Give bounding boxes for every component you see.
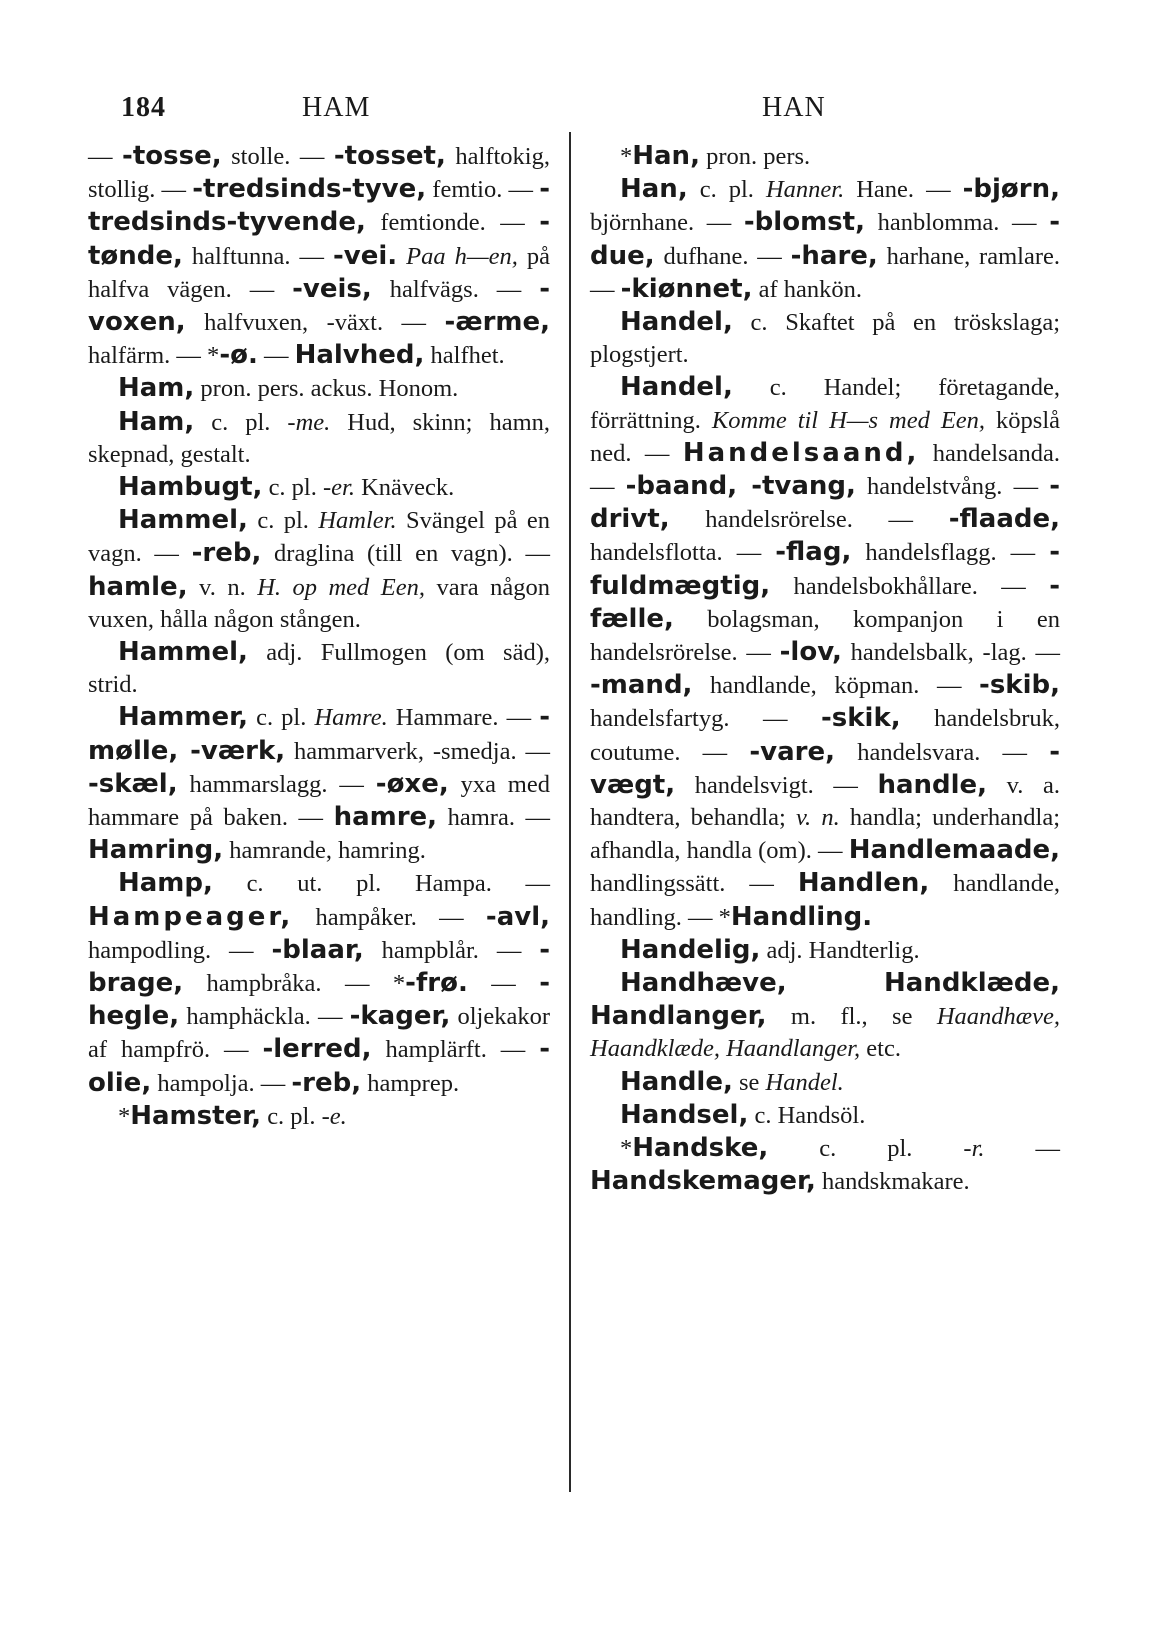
italic-text: -r. <box>963 1135 985 1163</box>
italic-text: Komme til H—s med Een, <box>711 406 986 434</box>
definition-text: v. a. handtera, behandla; <box>590 771 1060 832</box>
headword: -øxe, <box>375 768 449 799</box>
definition-text: handlingssätt. — <box>590 870 798 898</box>
definition-text: hammarslagg. — <box>177 770 376 798</box>
definition-text: c. pl. <box>194 408 288 436</box>
headword: -blaar, <box>271 934 364 965</box>
headword: -fælle, <box>590 570 1060 634</box>
headword: -bjørn, <box>962 174 1060 205</box>
definition-text: — <box>984 1135 1060 1163</box>
definition-text: handelsbokhållare. — <box>770 572 1050 600</box>
headword: -brage, <box>88 934 551 999</box>
right-guide-word: HAN <box>762 92 826 123</box>
definition-text: vara någon vuxen, hålla någon stången. <box>88 573 550 633</box>
definition-text: — <box>88 143 123 170</box>
headword: -flaade, <box>948 504 1060 535</box>
definition-text: adj. Handterlig. <box>760 936 920 964</box>
definition-text: halfärm. — * <box>88 342 220 370</box>
definition-text: c. pl. <box>687 176 766 204</box>
dictionary-entry <box>88 140 550 372</box>
headword: Han, <box>632 141 700 171</box>
dictionary-entry <box>590 934 1060 967</box>
definition-text: handelstvång. — <box>855 473 1050 501</box>
left-guide-word: HAM <box>302 92 371 123</box>
definition-text: pron. pers. ackus. Honom. <box>194 375 459 403</box>
headword: Handle, <box>620 1066 733 1097</box>
headword: -kager, <box>349 1001 451 1032</box>
left-column <box>88 140 550 1133</box>
dictionary-entry <box>590 1066 1060 1099</box>
definition-text: v. n. <box>187 573 258 601</box>
definition-text: m. fl., se <box>766 1003 937 1031</box>
definition-text: Svängel på en vagn. — <box>88 507 550 568</box>
definition-text: handelsvara. — <box>835 738 1050 766</box>
headword: -skæl, <box>88 768 178 799</box>
definition-text: pron. pers. <box>699 143 811 170</box>
definition-text: halfvuxen, -växt. — <box>185 309 445 337</box>
headword: Handskemager, <box>590 1166 816 1197</box>
headword: -olie, <box>88 1034 550 1098</box>
headword: -tosse, <box>122 141 222 171</box>
dictionary-entry <box>590 1132 1060 1198</box>
headword: -lov, <box>779 637 842 668</box>
definition-text: handlande, köpman. — <box>692 672 980 700</box>
italic-text: Haandhæve, Haandklæde, Haandlanger, <box>590 1003 1060 1063</box>
definition-text: * <box>118 1102 131 1130</box>
definition-text: af hankön. <box>752 275 862 303</box>
definition-text: handelsbalk, -lag. — <box>841 639 1060 667</box>
definition-text: handla; underhandla; afhandla, handla (om). — <box>590 804 1060 865</box>
headword: Handlemaade, <box>848 835 1060 866</box>
definition-text: femtionde. — <box>365 209 540 237</box>
headword: Hambugt, <box>118 472 263 503</box>
italic-text: Paa h—en, <box>406 242 518 270</box>
headword: -flag, <box>775 537 852 568</box>
definition-text: c. pl. <box>247 507 319 535</box>
definition-text: handelsflagg. — <box>851 539 1050 567</box>
dictionary-entry <box>590 306 1060 371</box>
definition-text: köpslå ned. — <box>590 406 1060 467</box>
definition-text: hamprep. <box>361 1069 460 1097</box>
dictionary-entry <box>88 406 550 471</box>
headword: -reb, <box>291 1067 362 1098</box>
definition-text: — <box>467 970 540 998</box>
definition-text: handelsanda. — <box>590 439 1060 501</box>
dictionary-entry <box>88 636 550 701</box>
definition-text: handelsrörelse. — <box>669 506 949 534</box>
definition-text: hamphäckla. — <box>179 1003 350 1031</box>
headword: -ærme, <box>444 307 550 338</box>
headword: -skib, <box>979 670 1060 701</box>
definition-text: c. pl. <box>768 1135 964 1163</box>
headword: Hampeager, <box>88 901 294 932</box>
definition-text: adj. Fullmogen (om säd), strid. <box>88 639 550 699</box>
dictionary-entry <box>88 471 550 504</box>
italic-text: Hanner. <box>765 176 845 204</box>
definition-text: — <box>257 342 295 370</box>
headword: Han, <box>620 174 688 205</box>
headword: -baand, -tvang, <box>625 471 856 502</box>
headword: -mand, <box>590 670 693 701</box>
italic-text: Handel. <box>765 1068 844 1096</box>
definition-text: hamrande, hamring. <box>223 837 426 865</box>
definition-text: handelsfartyg. — <box>590 705 821 733</box>
headword: Hammel, <box>118 505 248 536</box>
headword: -mølle, -værk, <box>88 702 550 766</box>
dictionary-entry <box>590 173 1060 306</box>
headword: Handske, <box>632 1133 769 1164</box>
headword: -skik, <box>820 703 901 734</box>
italic-text: Hamre. <box>314 704 388 732</box>
definition-text: hampolja. — <box>151 1069 292 1097</box>
italic-text: -e. <box>321 1102 347 1130</box>
headword: hamre, <box>333 802 438 833</box>
headword: Handelsaand, <box>682 437 920 468</box>
headword: -due, <box>590 207 1060 271</box>
dictionary-entry <box>88 1100 550 1133</box>
italic-text: Hamler. <box>318 507 397 535</box>
headword: -tredsinds-tyve, <box>192 174 427 205</box>
dictionary-entry <box>88 701 550 867</box>
headword: -lerred, <box>262 1034 372 1065</box>
headword: -vei. <box>333 240 398 271</box>
headword: -voxen, <box>88 273 550 338</box>
dictionary-entry <box>88 372 550 405</box>
headword: Handelig, <box>620 934 761 965</box>
headword: -tosset, <box>333 141 446 171</box>
definition-text: femtio. — <box>426 176 540 204</box>
definition-text: oljekakor af hampfrö. — <box>88 1003 550 1064</box>
definition-text: hampodling. — <box>88 936 272 964</box>
definition-text: björnhane. — <box>590 209 744 237</box>
definition-text: halfhet. <box>424 342 505 370</box>
headword: Hammer, <box>118 702 248 733</box>
definition-text: c. Handel; företagande, förrättning. <box>590 374 1060 434</box>
headword: Ham, <box>118 406 195 437</box>
definition-text: dufhane. — <box>654 242 791 270</box>
headword: Handel, <box>620 307 733 338</box>
definition-text: hamplärft. — <box>371 1036 540 1064</box>
definition-text: Hane. — <box>844 176 963 204</box>
definition-text: hampblår. — <box>363 936 540 964</box>
definition-text: hanblomma. — <box>864 209 1050 237</box>
headword: -vare, <box>749 736 835 767</box>
definition-text: * <box>620 143 633 170</box>
dictionary-entry <box>88 504 550 636</box>
headword: -ø. <box>219 340 258 371</box>
headword: Halvhed, <box>294 340 425 371</box>
definition-text: hampåker. — <box>293 903 486 931</box>
definition-text: harhane, ramlare. — <box>590 242 1060 303</box>
italic-text: -er. <box>323 474 355 502</box>
definition-text: etc. <box>860 1035 901 1063</box>
italic-text: v. n. <box>796 804 840 832</box>
definition-text: hamra. — <box>437 804 550 832</box>
definition-text: halftokig, stollig. — <box>88 143 550 204</box>
definition-text: c. pl. <box>262 474 323 502</box>
headword: -tønde, <box>88 207 550 271</box>
definition-text: se <box>732 1068 766 1096</box>
definition-text: Hud, skinn; hamn, skepnad, gestalt. <box>88 408 550 468</box>
headword: hamle, <box>88 571 188 602</box>
headword: Handling. <box>730 901 873 932</box>
definition-text: c. pl. <box>248 704 315 732</box>
headword: -tredsinds-tyvende, <box>88 174 550 238</box>
column-divider <box>569 132 571 1492</box>
headword: -veis, <box>292 273 372 304</box>
headword: -hegle, <box>88 968 551 1032</box>
headword: -hare, <box>790 240 878 271</box>
dictionary-entry <box>88 867 550 1099</box>
italic-text: H. op med Een, <box>257 573 425 601</box>
definition-text: Hammare. — <box>387 704 540 732</box>
definition-text <box>397 243 406 270</box>
definition-text: Knäveck. <box>354 474 455 502</box>
dictionary-entry <box>590 967 1060 1066</box>
headword: -blomst, <box>743 207 865 238</box>
definition-text: handelsflotta. — <box>590 539 776 567</box>
headword: Hamp, <box>118 868 213 899</box>
definition-text: c. pl. <box>261 1102 322 1130</box>
headword: Handlen, <box>797 868 930 899</box>
definition-text: handelsbruk, coutume. — <box>590 705 1061 766</box>
headword: handle, <box>877 769 988 800</box>
headword: Hamring, <box>88 835 224 866</box>
headword: -reb, <box>191 538 262 569</box>
definition-text: c. ut. pl. Hampa. — <box>212 870 550 898</box>
headword: -frø. <box>405 968 468 999</box>
definition-text: på halfva vägen. — <box>88 242 551 303</box>
headword: Ham, <box>118 373 195 404</box>
definition-text: yxa med hammare på baken. — <box>88 770 550 832</box>
headword: -avl, <box>485 901 550 932</box>
definition-text: bolagsman, kompanjon i en handelsrörelse. — <box>590 605 1060 667</box>
headword: -fuldmægtig, <box>590 537 1060 601</box>
headword: Handsel, <box>620 1099 749 1130</box>
italic-text: -me. <box>287 408 331 436</box>
headword: Handhæve, Handklæde, Handlanger, <box>590 968 1060 1032</box>
definition-text: c. Skaftet på en tröskslaga; plogstjert. <box>590 309 1060 369</box>
dictionary-entry <box>590 140 1060 173</box>
definition-text: hammarverk, -smedja. — <box>285 737 550 765</box>
definition-text: * <box>620 1135 633 1163</box>
page-number: 184 <box>121 92 166 123</box>
definition-text: halfvägs. — <box>371 275 540 303</box>
headword: -kiønnet, <box>620 273 753 304</box>
definition-text: handskmakare. <box>815 1168 970 1196</box>
headword: Handel, <box>620 372 733 403</box>
headword: Hammel, <box>118 637 248 668</box>
headword: -drivt, <box>590 471 1060 535</box>
definition-text: handlande, handling. — * <box>590 870 1060 931</box>
running-header <box>0 92 1152 132</box>
definition-text: halftunna. — <box>182 242 334 270</box>
dictionary-entry <box>590 1099 1060 1132</box>
right-column <box>590 140 1060 1199</box>
definition-text: hampbråka. — * <box>183 970 406 998</box>
definition-text: c. Handsöl. <box>748 1101 866 1129</box>
headword: Hamster, <box>130 1100 262 1131</box>
definition-text: handelsvigt. — <box>675 771 878 799</box>
dictionary-entry <box>590 371 1060 933</box>
definition-text: stolle. — <box>221 143 334 170</box>
definition-text: draglina (till en vagn). — <box>261 540 550 568</box>
headword: -vægt, <box>590 736 1060 800</box>
